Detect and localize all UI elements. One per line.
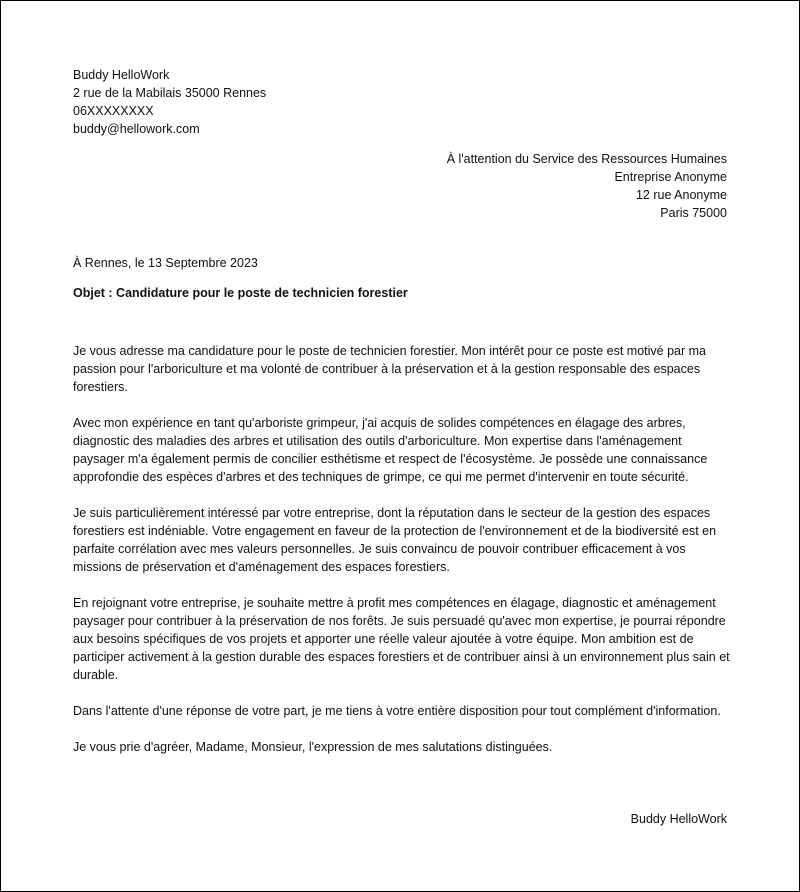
body-paragraph: Avec mon expérience en tant qu'arboriste grimpeur, j'ai acquis de solides compétences en élagage des arbres, diagnostic des maladies des arbres et utilisation des outils d'arboriculture. Mon expertise dans l'aménagement paysager m'a également permis de concilier esthétisme et respect de l'écosystème. Je possède une connaissance approfondie des espèces d'arbres et des techniques de grimpe, ce qui me permet d'intervenir en toute sécurité. [73,416,708,484]
body-paragraph: En rejoignant votre entreprise, je souhaite mettre à profit mes compétences en élagage, diagnostic et aménagement paysager pour contribuer à la préservation de nos forêts. Je suis persuadé qu'avec mon expertise, je pourrai répondre aux besoins spécifiques de vos projets et apporter une réelle valeur ajoutée à votre équipe. Mon ambition est de participer activement à la gestion durable des espaces forestiers et de contribuer ainsi à un environnement plus sain et durable. [73,596,730,682]
closing-paragraph: Je vous prie d'agréer, Madame, Monsieur, l'expression de mes salutations distinguées. [73,740,553,754]
sender-address: 2 rue de la Mabilais 35000 Rennes [73,86,267,100]
sender-name: Buddy HelloWork [73,68,170,82]
recipient-attention: À l'attention du Service des Ressources Humaines [446,152,727,166]
letter-body [73,342,733,774]
sender-block [73,66,266,138]
body-paragraph: Dans l'attente d'une réponse de votre part, je me tiens à votre entière disposition pour tout complément d'information. [73,704,721,718]
recipient-company: Entreprise Anonyme [614,170,727,184]
recipient-street: 12 rue Anonyme [635,188,727,202]
letter-subject: Objet : Candidature pour le poste de technicien forestier [73,286,408,300]
recipient-block [447,150,727,222]
sender-email: buddy@hellowork.com [73,122,200,136]
body-paragraph: Je suis particulièrement intéressé par votre entreprise, dont la réputation dans le secteur de la gestion des espaces forestiers est indéniable. Votre engagement en faveur de la protection de l'environnement et de la biodiversité est en parfaite corrélation avec mes valeurs personnelles. Je suis convaincu de pouvoir contribuer efficacement à vos missions de préservation et d'aménagement des espaces forestiers. [73,506,717,574]
body-paragraph: Je vous adresse ma candidature pour le poste de technicien forestier. Mon intérêt pour ce poste est motivé par ma passion pour l'arboriculture et ma volonté de contribuer à la préservation et à la gestion responsable des espaces forestiers. [73,344,706,394]
signature: Buddy HelloWork [630,812,727,826]
place-date: À Rennes, le 13 Septembre 2023 [73,256,258,270]
recipient-city: Paris 75000 [660,206,727,220]
sender-phone: 06XXXXXXXX [73,104,154,118]
